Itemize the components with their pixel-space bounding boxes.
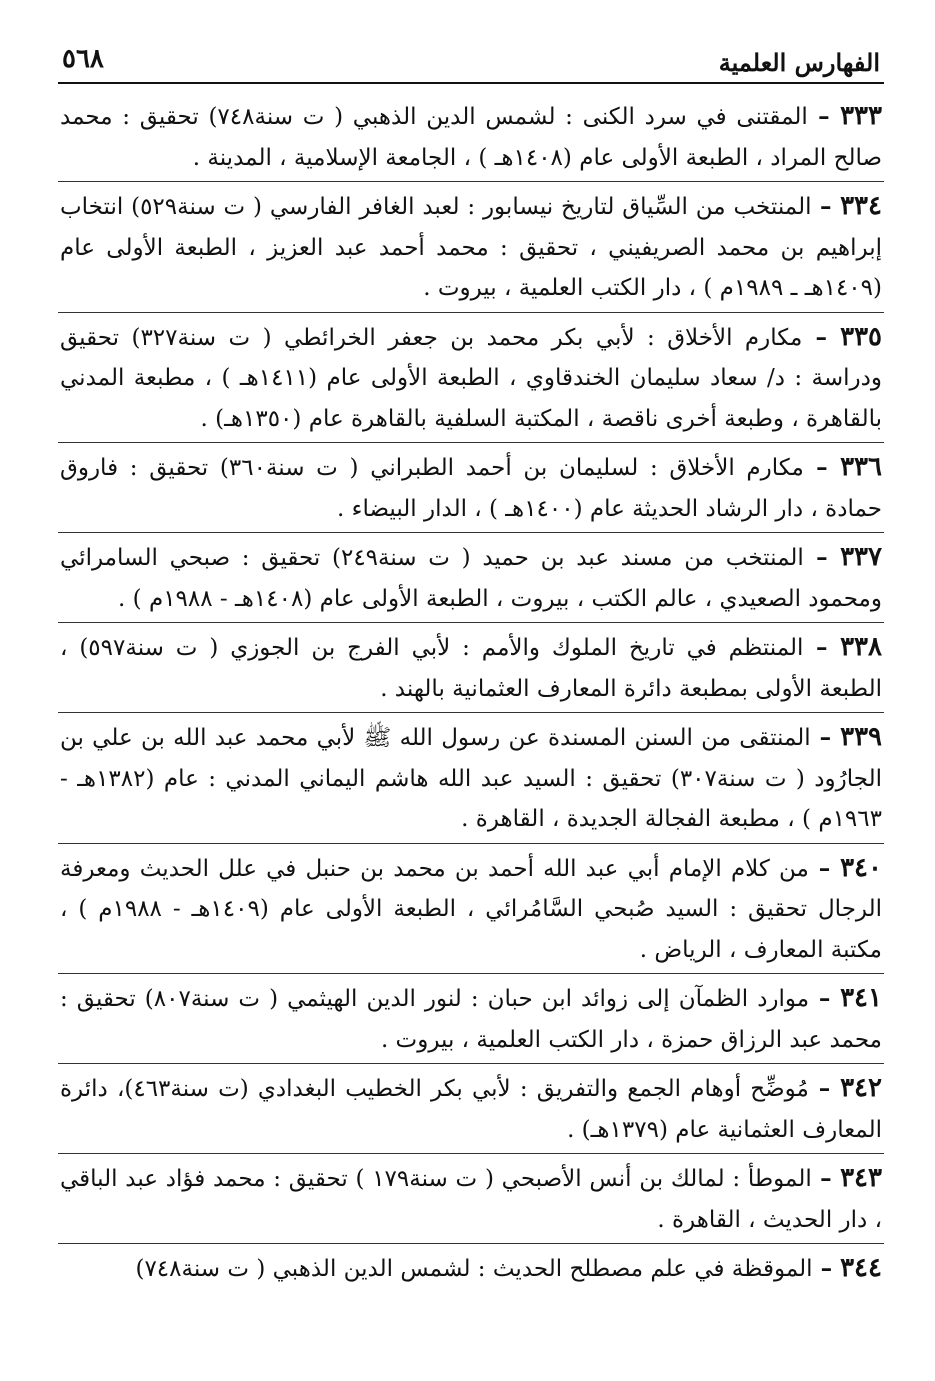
entry-text: المنتخب من السِّياق لتاريخ نيسابور : لعبد الغافر الفارسي ( ت سنة٥٢٩) انتخاب إبراهيم بن محمد الصريفيني ، تحقيق : محمد أحمد عبد العزيز ، الطبعة الأولى عام (١٤٠٩هـ ـ ١٩٨٩م ) ، دار الكتب العلمية ، بيروت . (60, 194, 882, 301)
bibliography-entry (58, 627, 884, 713)
entry-dash: – (812, 1255, 841, 1282)
entry-number: ٣٤١ (840, 983, 882, 1013)
entry-dash: – (807, 103, 841, 130)
page-number: ٥٦٨ (62, 44, 104, 74)
entry-number: ٣٣٤ (840, 191, 882, 221)
entry-number: ٣٣٨ (840, 632, 882, 662)
entry-text: مكارم الأخلاق : لأبي بكر محمد بن جعفر الخرائطي ( ت سنة٣٢٧) تحقيق ودراسة : د/ سعاد سليمان الخندقاوي ، الطبعة الأولى عام (١٤١١هـ ) ، مطبعة المدني بالقاهرة ، وطبعة أخرى ناقصة ، المكتبة السلفية بالقاهرة عام (١٣٥٠هـ) . (60, 324, 882, 432)
entry-number: ٣٤٣ (840, 1163, 882, 1193)
entry-number: ٣٣٥ (840, 321, 883, 352)
entry-dash: – (803, 634, 841, 661)
entry-text: الموطأ : لمالك بن أنس الأصبحي ( ت سنة١٧٩ ) تحقيق : محمد فؤاد عبد الباقي ، دار الحديث ، القاهرة . (60, 1166, 882, 1233)
entry-dash: – (808, 854, 841, 882)
entry-dash: – (810, 724, 841, 751)
entry-text: من كلام الإمام أبي عبد الله أحمد بن محمد بن حنبل في علل الحديث ومعرفة الرجال تحقيق : السيد صُبحي السَّامُرائي ، الطبعة الأولى عام (١٤٠٩هـ - ١٩٨٨م ) ، مكتبة المعارف ، الرياض . (60, 855, 882, 963)
bibliography-entry (58, 317, 884, 444)
page-header (58, 42, 884, 84)
entry-text: مكارم الأخلاق : لسليمان بن أحمد الطبراني ( ت سنة٣٦٠) تحقيق : فاروق حمادة ، دار الرشاد الحديثة عام (١٤٠٠هـ ) ، الدار البيضاء . (60, 455, 882, 522)
bibliography-entry (58, 978, 884, 1064)
entry-dash: – (802, 323, 841, 351)
entry-dash: – (811, 1165, 841, 1192)
bibliography-entry (58, 1158, 884, 1244)
entry-text: المنتخب من مسند عبد بن حميد ( ت سنة٢٤٩) تحقيق : صبحي السامرائي ومحمود الصعيدي ، عالم الكتب ، بيروت ، الطبعة الأولى عام (١٤٠٨هـ - ١٩٨٨م ) . (60, 545, 882, 612)
entry-number: ٣٤٢ (840, 1073, 882, 1103)
bibliography-entry (58, 537, 884, 623)
bibliography-entry (58, 1248, 884, 1293)
entry-dash: – (803, 454, 841, 481)
entry-text: مُوضِّح أوهام الجمع والتفريق : لأبي بكر الخطيب البغدادي (ت سنة٤٦٣)، دائرة المعارف العثمانية عام (١٣٧٩هـ) . (60, 1076, 882, 1143)
entry-text: المنتظم في تاريخ الملوك والأمم : لأبي الفرج بن الجوزي ( ت سنة٥٩٧) ، الطبعة الأولى بمطبعة دائرة المعارف العثمانية بالهند . (60, 635, 882, 702)
entry-number: ٣٤٠ (840, 852, 882, 883)
running-title: الفهارس العلمية (718, 48, 880, 77)
entry-dash: – (808, 1075, 841, 1102)
bibliography-entry (58, 848, 884, 975)
entry-text: المنتقى من السنن المسندة عن رسول الله ﷺ لأبي محمد عبد الله بن علي بن الجارُود ( ت سنة٣٠٧) تحقيق : السيد عبد الله هاشم اليماني المدني : عام (١٣٨٢هـ - ١٩٦٣م ) ، مطبعة الفجالة الجديدة ، القاهرة . (60, 725, 883, 832)
entry-number: ٣٤٤ (840, 1253, 882, 1283)
entry-dash: – (811, 193, 841, 220)
bibliography-entry (58, 717, 884, 844)
entry-number: ٣٣٧ (840, 542, 882, 572)
entry-text: الموقظة في علم مصطلح الحديث : لشمس الدين الذهبي ( ت سنة٧٤٨) (135, 1256, 813, 1282)
bibliography-entry (58, 96, 884, 182)
document-page (58, 42, 884, 1297)
entry-dash: – (803, 544, 841, 571)
entry-dash: – (809, 985, 841, 1012)
entry-text: موارد الظمآن إلى زوائد ابن حبان : لنور الدين الهيثمي ( ت سنة٨٠٧) تحقيق : محمد عبد الرزاق حمزة ، دار الكتب العلمية ، بيروت . (60, 986, 882, 1053)
bibliography-entry (58, 186, 884, 313)
bibliography-entry (58, 1068, 884, 1154)
entry-text: المقتنى في سرد الكنى : لشمس الدين الذهبي ( ت سنة٧٤٨) تحقيق : محمد صالح المراد ، الطبعة الأولى عام (١٤٠٨هـ ) ، الجامعة الإسلامية ، المدينة . (60, 104, 882, 171)
entry-number: ٣٣٩ (840, 722, 883, 752)
entry-number: ٣٣٣ (840, 101, 882, 131)
bibliography-list (58, 96, 884, 1293)
bibliography-entry (58, 447, 884, 533)
entry-number: ٣٣٦ (840, 452, 882, 482)
